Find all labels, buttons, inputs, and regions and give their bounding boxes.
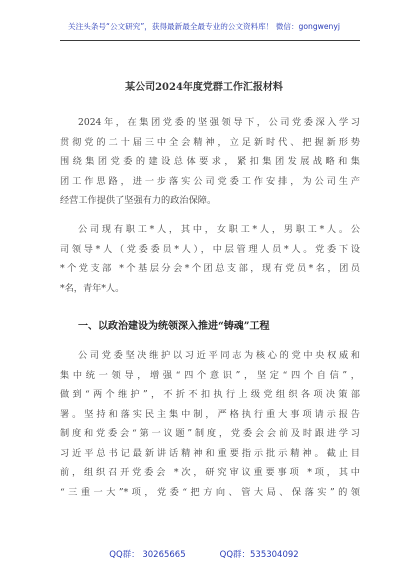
paragraph-line: *名，青年*人。 <box>60 282 125 294</box>
footer-qq-group-1: QQ群： 30265665 <box>109 550 186 560</box>
paragraph-line: 公司党委坚决维护以习近平同志为核心的党中央权威和 <box>78 350 360 361</box>
staff-paragraph <box>60 220 360 298</box>
paragraph-line: 做到“两个维护”，不折不扣执行上级党组织各项决策部 <box>60 389 360 400</box>
section-heading: 一、以政治建设为统领深入推进“铸魂”工程 <box>78 321 270 332</box>
paragraph-line: 集中统一领导，增强“四个意识”，坚定“四个自信”， <box>60 369 360 381</box>
header-promo-note: 关注头条号“公文研究”，获得最新最全最专业的公文资料库！ 微信：gongwenyj <box>68 22 340 31</box>
paragraph-line: *个党支部 *个基层分会*个团总支部，现有党员*名，团员 <box>60 263 360 274</box>
intro-paragraph <box>60 113 360 211</box>
paragraph-line: 司领导*人（党委委员*人），中层管理人员*人。党委下设 <box>60 243 360 255</box>
paragraph-line: 贯彻党的二十届三中全会精神，立足新时代、把握新形势 <box>60 136 360 148</box>
paragraph-line: 制度和党委会“第一议题”制度，党委会会前及时跟进学习 <box>60 428 360 439</box>
footer-contacts <box>0 548 408 560</box>
paragraph-line: 公司现有职工*人，其中，女职工*人，男职工*人。公 <box>78 224 360 235</box>
paragraph-line: 前，组织召开党委会 *次，研究审议重要事项 *项，其中 <box>60 467 360 478</box>
paragraph-line: 团工作思路，进一步落实公司党委工作安排，为公司生产 <box>60 175 360 187</box>
paragraph-line: 经营工作提供了坚强有力的政治保障。 <box>60 195 217 206</box>
paragraph-line: “三重一大”*项，党委“把方向、管大局、保落实”的领 <box>60 486 360 498</box>
paragraph-line: 署。坚持和落实民主集中制，严格执行重大事项请示报告 <box>60 408 360 420</box>
paragraph-line: 2024年，在集团党委的坚强领导下，公司党委深入学习 <box>78 117 360 128</box>
header-divider <box>60 40 360 41</box>
section-paragraph <box>60 346 360 502</box>
paragraph-line: 围绕集团党委的建设总体要求，紧扣集团发展战略和集 <box>60 156 360 167</box>
document-title: 某公司2024年度党群工作汇报材料 <box>125 82 283 93</box>
paragraph-line: 习近平总书记最新讲话精神和重要指示批示精神。截止目 <box>60 447 360 459</box>
footer-qq-group-2: QQ群：535304092 <box>219 550 299 560</box>
